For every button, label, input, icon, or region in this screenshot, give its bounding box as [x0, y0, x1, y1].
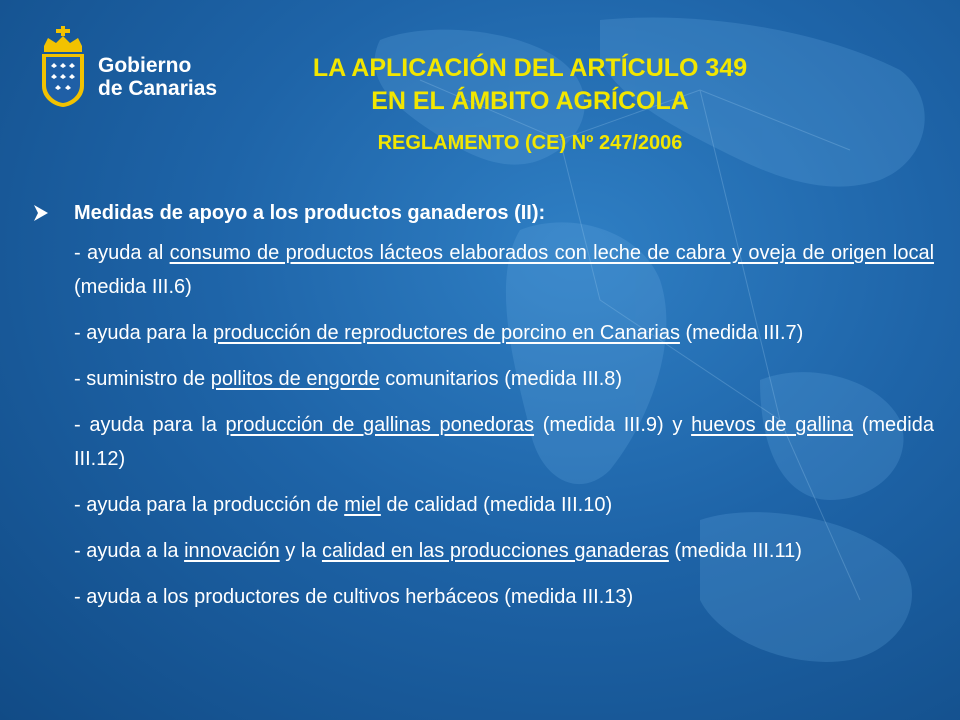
measure-item	[74, 236, 934, 304]
measure-text: (medida III.9) y	[534, 414, 692, 436]
measure-text: - ayuda al	[74, 242, 170, 264]
measure-highlight: miel	[344, 494, 381, 516]
logo-line-1: Gobierno	[98, 54, 192, 77]
arrowhead-bullet-icon	[32, 204, 50, 222]
coat-of-arms-icon	[38, 26, 88, 108]
measure-item	[74, 488, 934, 522]
measures-list	[28, 236, 934, 614]
measure-highlight: producción de gallinas ponedoras	[225, 414, 535, 436]
measure-text: - ayuda para la	[74, 414, 226, 436]
measure-text: (medida III.12)	[74, 414, 934, 470]
measure-text: comunitarios (medida III.8)	[379, 368, 623, 390]
section-heading-text: Medidas de apoyo a los productos ganaderos (II):	[74, 202, 546, 224]
regulation-subtitle: REGLAMENTO (CE) Nº 247/2006	[377, 132, 683, 154]
measure-highlight: calidad en las producciones ganaderas	[321, 540, 669, 562]
measure-highlight: huevos de gallina	[691, 414, 854, 436]
measure-highlight: consumo de productos lácteos elaborados con leche de cabra y oveja de origen local	[169, 242, 935, 264]
measure-text: - ayuda para la producción de	[74, 494, 345, 516]
measure-highlight: pollitos de engorde	[210, 368, 380, 390]
section-heading	[28, 200, 934, 226]
measure-text: - ayuda a la	[74, 540, 185, 562]
measure-text: (medida III.11)	[668, 540, 802, 562]
measure-text: de calidad (medida III.10)	[380, 494, 613, 516]
measure-highlight: producción de reproductores de porcino en Canarias	[212, 322, 680, 344]
measure-text: y la	[279, 540, 322, 562]
measure-text: - ayuda para la	[74, 322, 213, 344]
slide-title-line-2: EN EL ÁMBITO AGRÍCOLA	[371, 87, 689, 115]
measure-text: (medida III.7)	[679, 322, 804, 344]
measure-item	[74, 580, 934, 614]
measure-item	[74, 316, 934, 350]
measure-text: (medida III.6)	[74, 276, 192, 298]
measure-text: - ayuda a los productores de cultivos herbáceos (medida III.13)	[74, 586, 634, 608]
slide-title-line-1: LA APLICACIÓN DEL ARTÍCULO 349	[312, 54, 748, 82]
logo-line-2: de Canarias	[98, 77, 218, 100]
measure-item	[74, 408, 934, 476]
measure-item	[74, 534, 934, 568]
content	[28, 200, 934, 626]
measure-item	[74, 362, 934, 396]
measure-text: - suministro de	[74, 368, 211, 390]
measure-highlight: innovación	[184, 540, 280, 562]
